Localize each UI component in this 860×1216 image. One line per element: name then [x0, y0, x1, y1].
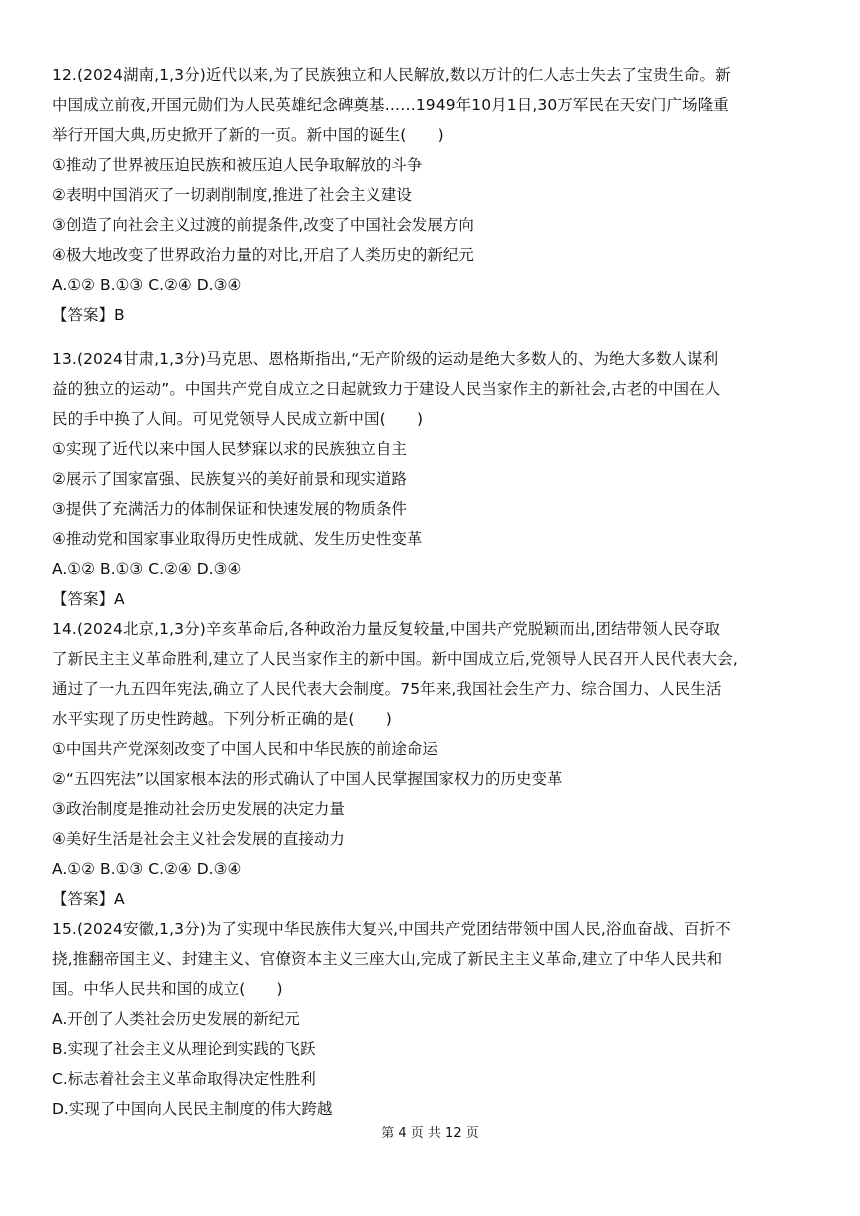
statement-item: ③政治制度是推动社会历史发展的决定力量 [52, 800, 345, 818]
question-stem-line: 水平实现了历史性跨越。下列分析正确的是( ) [52, 710, 392, 728]
question-stem-line: 挠,推翻帝国主义、封建主义、官僚资本主义三座大山,完成了新民主主义革命,建立了中华人民共和 [52, 950, 723, 968]
spacer [52, 330, 812, 344]
statement-item: ①推动了世界被压迫民族和被压迫人民争取解放的斗争 [52, 156, 423, 174]
question-stem-line: 国。中华人民共和国的成立( ) [52, 980, 283, 998]
choice-option: B.实现了社会主义从理论到实践的飞跃 [52, 1040, 316, 1058]
question-stem-line: 益的独立的运动”。中国共产党自成立之日起就致力于建设人民当家作主的新社会,古老的中国在人 [52, 380, 721, 398]
statement-item: ①实现了近代以来中国人民梦寐以求的民族独立自主 [52, 440, 407, 458]
question-14 [52, 614, 812, 914]
page-number-footer: 第 4 页 共 12 页 [381, 1126, 479, 1141]
answer-label: 【答案】A [52, 890, 125, 908]
question-stem-line: 14.(2024北京,1,3分)辛亥革命后,各种政治力量反复较量,中国共产党脱颖而出,团结带领人民夺取 [52, 620, 721, 638]
statement-item: ③提供了充满活力的体制保证和快速发展的物质条件 [52, 500, 407, 518]
statement-item: ④美好生活是社会主义社会发展的直接动力 [52, 830, 345, 848]
question-stem-line: 了新民主主义革命胜利,建立了人民当家作主的新中国。新中国成立后,党领导人民召开人民代表大会, [52, 650, 738, 668]
question-stem-line: 13.(2024甘肃,1,3分)马克思、恩格斯指出,“无产阶级的运动是绝大多数人的、为绝大多数人谋利 [52, 350, 719, 368]
choice-option: D.实现了中国向人民民主制度的伟大跨越 [52, 1100, 333, 1118]
choice-option: C.标志着社会主义革命取得决定性胜利 [52, 1070, 316, 1088]
statement-item: ②“五四宪法”以国家根本法的形式确认了中国人民掌握国家权力的历史变革 [52, 770, 563, 788]
question-stem-line: 12.(2024湖南,1,3分)近代以来,为了民族独立和人民解放,数以万计的仁人志士失去了宝贵生命。新 [52, 66, 731, 84]
choice-options: A.①② B.①③ C.②④ D.③④ [52, 276, 242, 294]
statement-item: ④推动党和国家事业取得历史性成就、发生历史性变革 [52, 530, 423, 548]
statement-item: ④极大地改变了世界政治力量的对比,开启了人类历史的新纪元 [52, 246, 474, 264]
statement-item: ①中国共产党深刻改变了中国人民和中华民族的前途命运 [52, 740, 438, 758]
page-content [52, 60, 812, 1124]
statement-item: ③创造了向社会主义过渡的前提条件,改变了中国社会发展方向 [52, 216, 474, 234]
question-stem-line: 民的手中换了人间。可见党领导人民成立新中国( ) [52, 410, 424, 428]
question-stem-line: 中国成立前夜,开国元勋们为人民英雄纪念碑奠基……1949年10月1日,30万军民在天安门广场隆重 [52, 96, 729, 114]
answer-label: 【答案】B [52, 306, 125, 324]
question-12 [52, 60, 812, 330]
question-stem-line: 举行开国大典,历史掀开了新的一页。新中国的诞生( ) [52, 126, 444, 144]
statement-item: ②表明中国消灭了一切剥削制度,推进了社会主义建设 [52, 186, 412, 204]
question-stem-line: 15.(2024安徽,1,3分)为了实现中华民族伟大复兴,中国共产党团结带领中国人民,浴血奋战、百折不 [52, 920, 731, 938]
question-15 [52, 914, 812, 1124]
question-13 [52, 344, 812, 614]
choice-option: A.开创了人类社会历史发展的新纪元 [52, 1010, 300, 1028]
choice-options: A.①② B.①③ C.②④ D.③④ [52, 560, 242, 578]
question-stem-line: 通过了一九五四年宪法,确立了人民代表大会制度。75年来,我国社会生产力、综合国力、人民生活 [52, 680, 722, 698]
answer-label: 【答案】A [52, 590, 125, 608]
statement-item: ②展示了国家富强、民族复兴的美好前景和现实道路 [52, 470, 407, 488]
choice-options: A.①② B.①③ C.②④ D.③④ [52, 860, 242, 878]
